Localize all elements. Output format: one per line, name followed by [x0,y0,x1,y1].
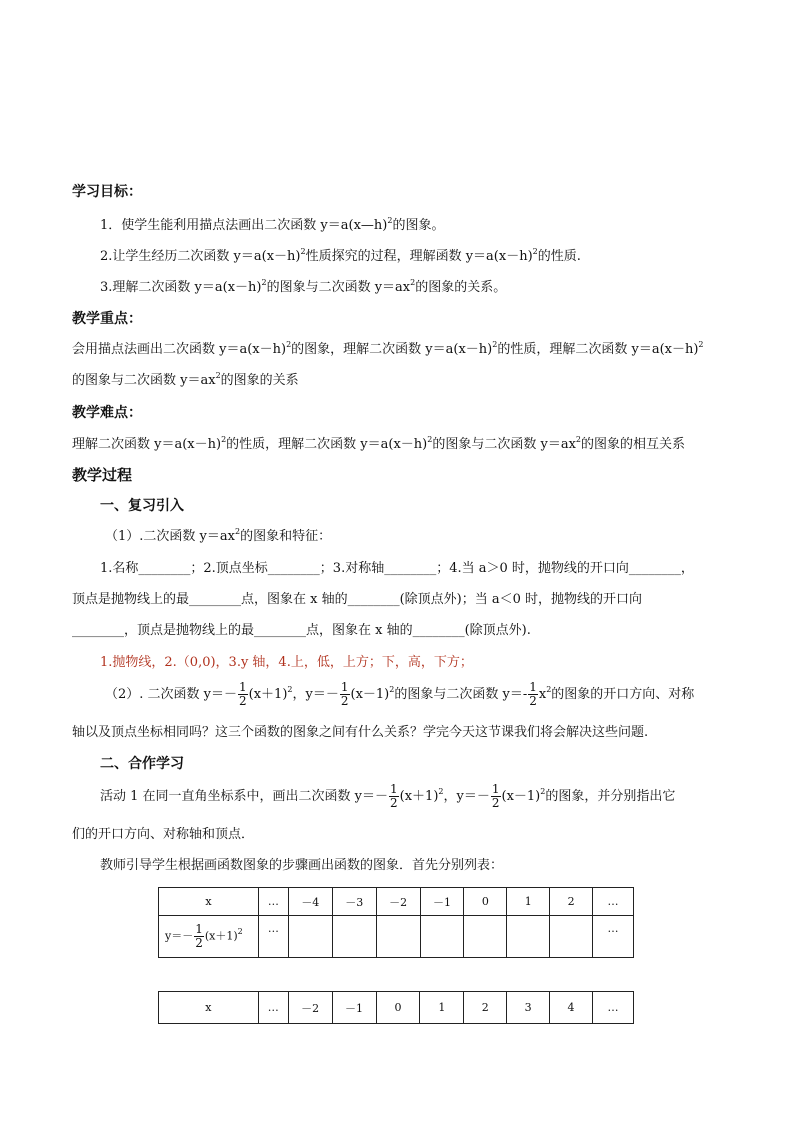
table-cell [507,916,550,958]
difficulties-heading: 教学难点： [72,405,142,421]
table-cell: －2 [288,992,332,1024]
table-cell: －3 [332,888,376,916]
table-cell: 1 [507,888,550,916]
table-2-x-row [159,992,634,1024]
review-fill-line-3: ________，顶点是抛物线上的最________点，图象在 x 轴的________(除顶点外). [72,623,531,638]
table-1-x-row [159,888,634,916]
activity-1-line-1: 活动 1 在同一直角坐标系中，画出二次函数 y＝－ $\frac{1}{2}$ $(x+1)^2$，y＝－ $\frac{1}{2}$ $(x-1)^2$的图象，并分别指出它 [100,782,676,810]
review-answer: 1.抛物线，2.（0,0)，3.y 轴，4.上，低，上方；下，高，下方； [100,655,473,670]
table-cell: －1 [420,888,464,916]
review-heading: 一、复习引入 [100,498,184,514]
table-cell [464,916,507,958]
fraction-half: $\frac{1}{2}$ [195,922,203,950]
activity-1-line-2: 们的开口方向、对称轴和顶点． [72,827,255,842]
table-cell: 0 [376,992,420,1024]
review-question-2: （2）. 二次函数 y＝－ $\frac{1}{2}$ $(x+1)^2$，y＝－ $\frac{1}{2}$ $(x-1)^2$的图象与二次函数 y＝- $\frac{1}{2}$ $x^2$的图象的开口方向、对称 [105,680,695,708]
activity-guide: 教师引导学生根据画函数图象的步骤画出函数的图象．首先分别列表： [100,858,504,873]
objective-1: 1．使学生能利用描点法画出二次函数 y＝a(x—h)$^2$的图象。 [100,215,445,233]
key-points-line-1: 会用描点法画出二次函数 $y=a(x-h)^2$的图象，理解二次函数 $y=a(x-h)^2$的性质，理解二次函数 $y=a(x-h)^2$ [72,339,704,357]
table-cell [420,916,464,958]
table-2-x-label: x [159,992,259,1024]
review-question-1: （1）.二次函数 $y=ax^2$的图象和特征： [105,526,332,544]
table-cell [550,916,593,958]
table-cell: 2 [550,888,593,916]
table-cell [332,916,376,958]
table-cell: 3 [507,992,550,1024]
table-1-x-label: x [159,888,259,916]
table-cell: … [258,916,288,958]
table-cell: －4 [288,888,332,916]
fraction-half: $\frac{1}{2}$ [340,680,349,708]
table-cell: … [593,888,634,916]
table-cell [288,916,332,958]
table-cell: … [593,916,634,958]
table-cell: … [258,888,288,916]
table-cell: 1 [420,992,464,1024]
key-points-heading: 教学重点： [72,311,142,327]
fraction-half: $\frac{1}{2}$ [239,680,247,708]
review-fill-line-1: 1.名称________；2.顶点坐标________；3.对称轴________；4.当 a＞0 时，抛物线的开口向________， [100,561,694,576]
objective-2: 2.让学生经历二次函数 $y=a(x-h)^2$性质探究的过程，理解函数 $y=a(x-h)^2$的性质. [100,246,581,264]
difficulties-line: 理解二次函数 $y=a(x-h)^2$的性质，理解二次函数 $y=a(x-h)^2$的图象与二次函数 $y=ax^2$的图象的相互关系 [72,434,686,452]
objective-3: 3.理解二次函数 $y=a(x-h)^2$的图象与二次函数 $y=ax^2$的图象的关系。 [100,277,507,295]
objectives-heading: 学习目标： [72,184,142,200]
process-heading: 教学过程 [72,466,133,484]
review-fill-line-2: 顶点是抛物线上的最________点，图象在 x 轴的________(除顶点外)；当 a＜0 时，抛物线的开口向 [72,592,643,607]
review-question-2-line-2: 轴以及顶点坐标相同吗？这三个函数的图象之间有什么关系？学完今天这节课我们将会解决这些问题. [72,725,649,740]
key-points-line-2: 的图象与二次函数 $y=ax^2$的图象的关系 [72,370,299,388]
table-1-y-row [159,916,634,958]
fraction-half: $\frac{1}{2}$ [529,680,537,708]
value-table-2 [158,991,634,1024]
table-cell: 0 [464,888,507,916]
table-cell: 4 [550,992,593,1024]
table-1-y-label: y＝－ $\frac{1}{2}$ $(x+1)^2$ [159,916,259,958]
fraction-half: $\frac{1}{2}$ [390,782,398,810]
table-cell [376,916,420,958]
table-cell: 2 [464,992,507,1024]
table-cell: … [593,992,634,1024]
fraction-half: $\frac{1}{2}$ [491,782,500,810]
table-cell: －1 [332,992,376,1024]
value-table-1 [158,887,634,958]
table-cell: … [258,992,288,1024]
cooperative-heading: 二、合作学习 [100,756,184,772]
table-cell: －2 [376,888,420,916]
